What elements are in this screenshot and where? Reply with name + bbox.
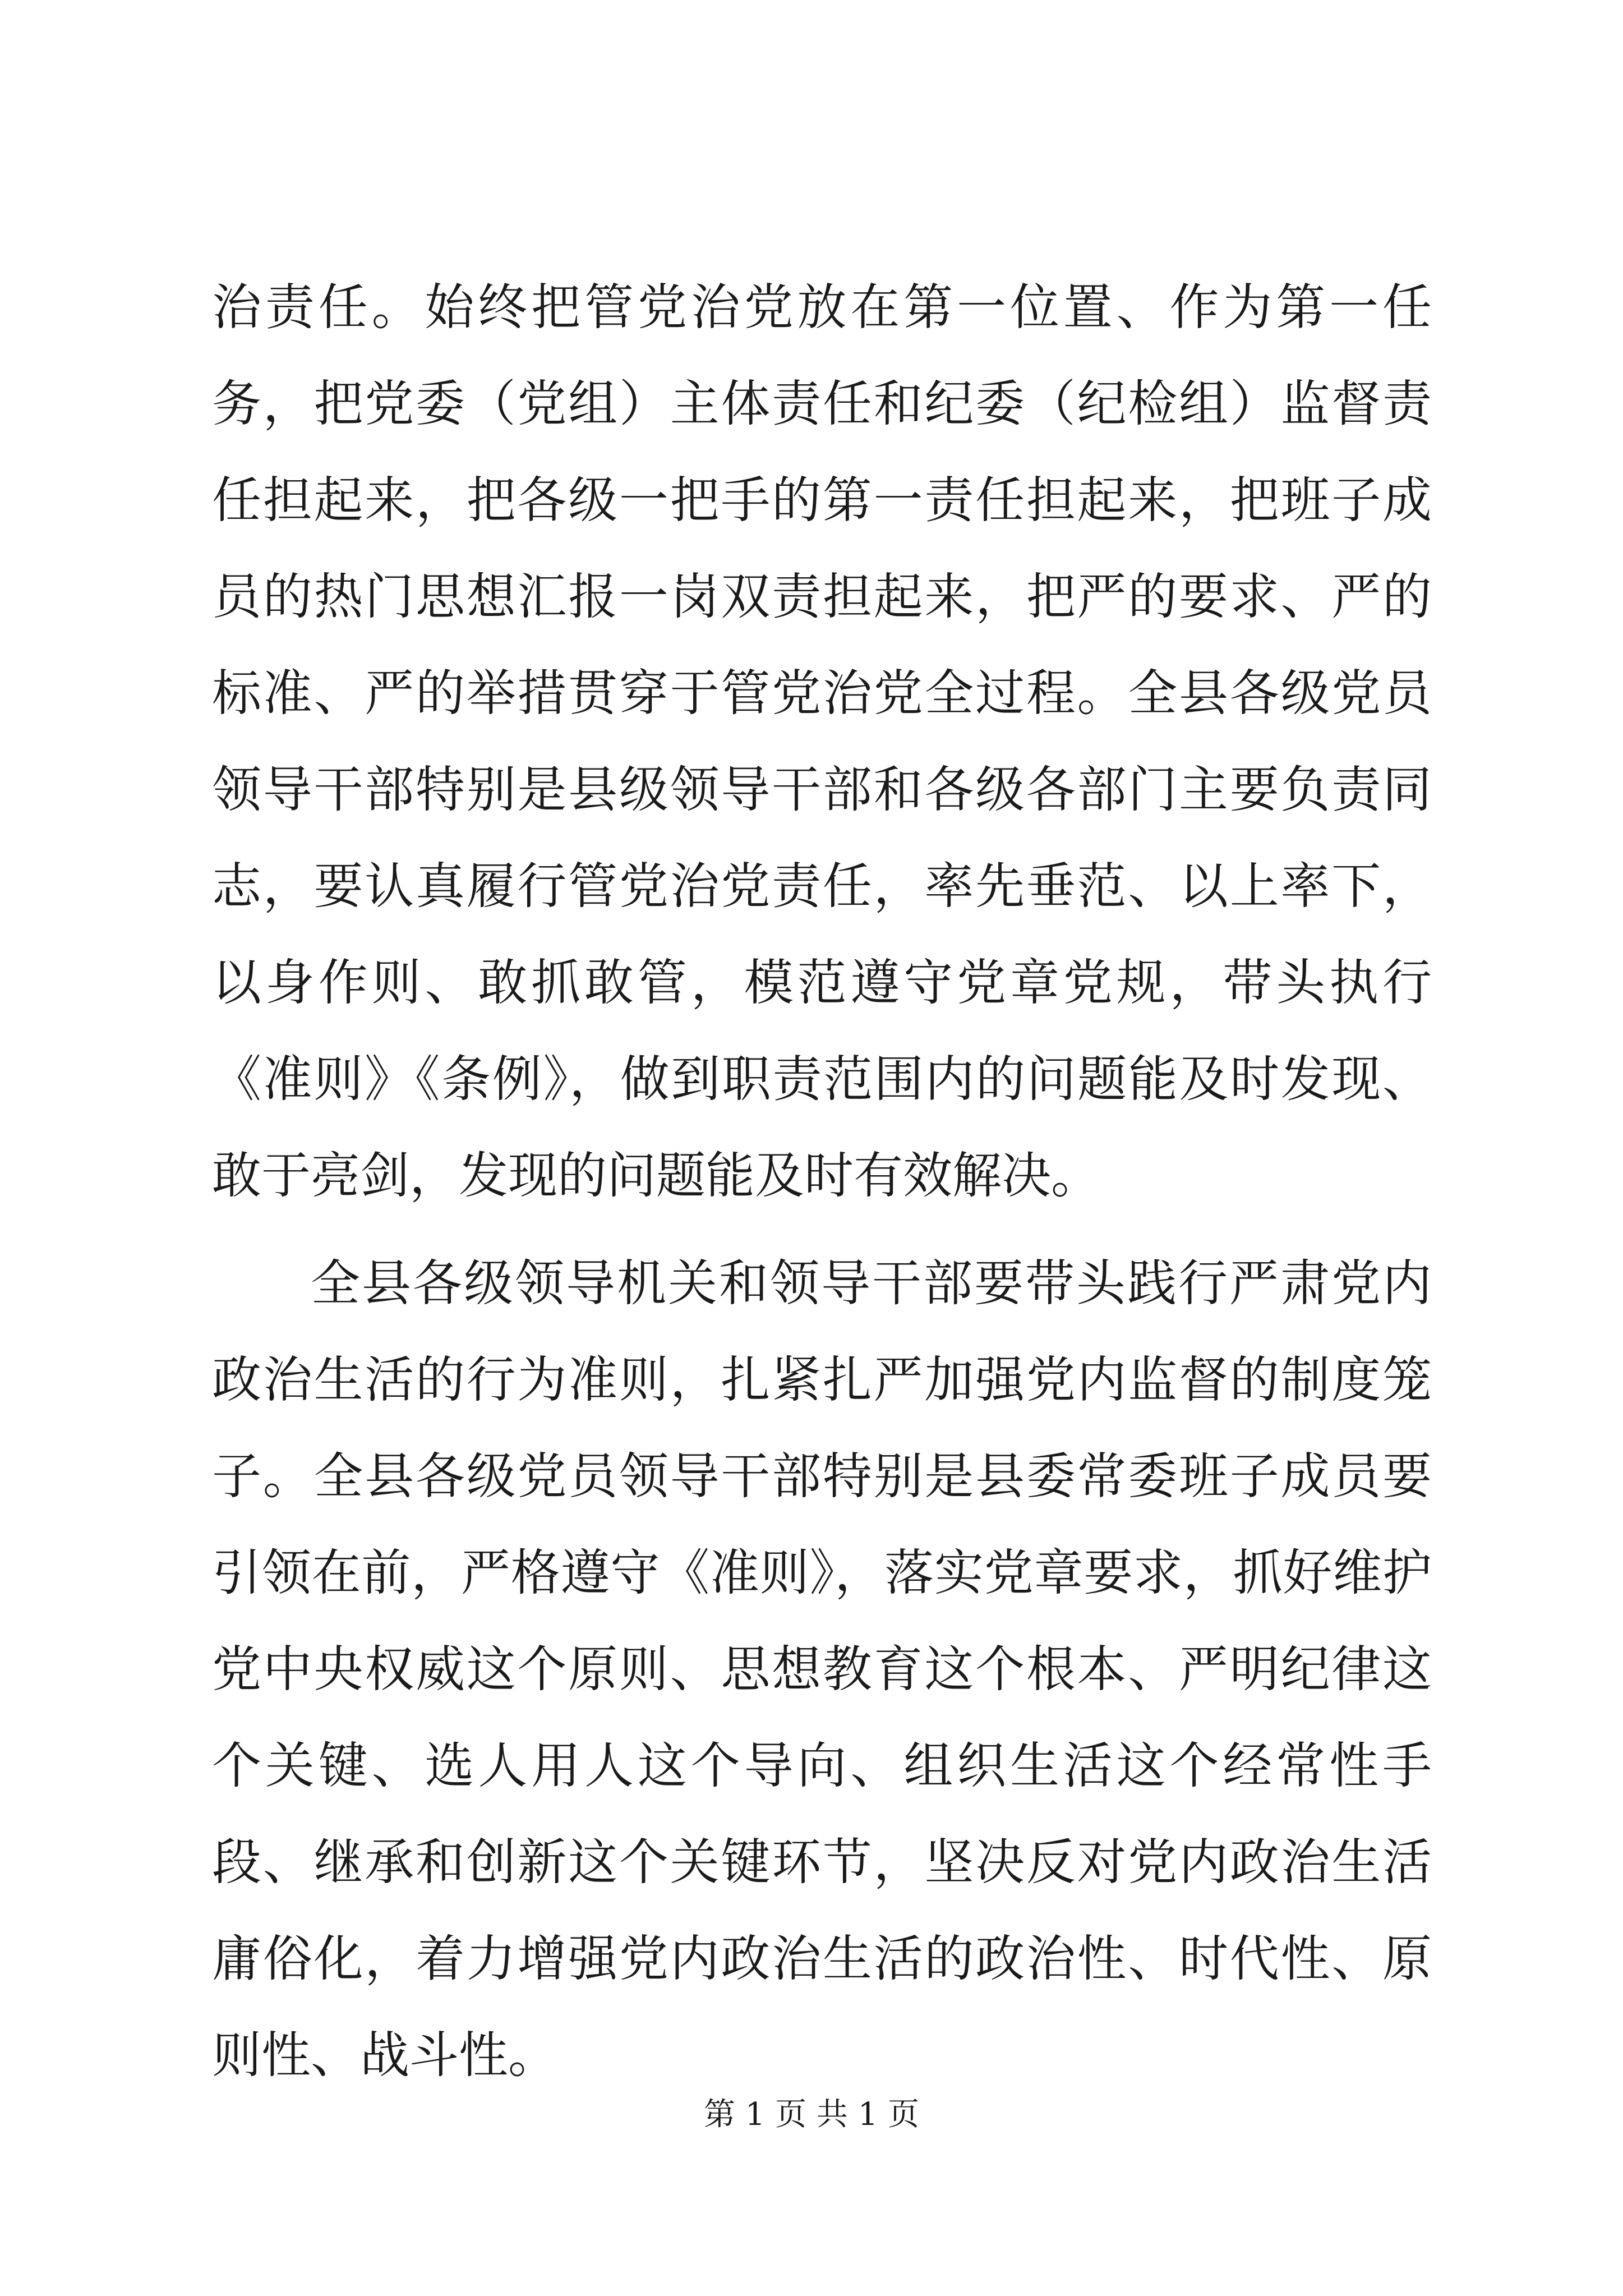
paragraph-1: 治责任。始终把管党治党放在第一位置、作为第一任务，把党委（党组）主体责任和纪委（纪检组）监督责任担起来，把各级一把手的第一责任担起来，把班子成员的热门思想汇报一岗双责担起来，把严的要求、严的标准、严的举措贯穿于管党治党全过程。全县各级党员领导干部特别是县级领导干部和各级各部门主要负责同志，要认真履行管党治党责任，率先垂范、以上率下，以身作则、敢抓敢管，模范遵守党章党规，带头执行《准则》《条例》，做到职责范围内的问题能及时发现、敢于亮剑，发现的问题能及时有效解决。 — [212, 278, 1432, 1204]
page-footer: 第 1 页 共 1 页 — [703, 2096, 920, 2133]
document-body — [212, 259, 1432, 2104]
paragraph-2: 全县各级领导机关和领导干部要带头践行严肃党内政治生活的行为准则，扎紧扎严加强党内监督的制度笼子。全县各级党员领导干部特别是县委常委班子成员要引领在前，严格遵守《准则》，落实党章要求，抓好维护党中央权威这个原则、思想教育这个根本、严明纪律这个关键、选人用人这个导向、组织生活这个经常性手段、继承和创新这个关键环节，坚决反对党内政治生活庸俗化，着力增强党内政治生活的政治性、时代性、原则性、战斗性。 — [212, 1254, 1432, 2084]
